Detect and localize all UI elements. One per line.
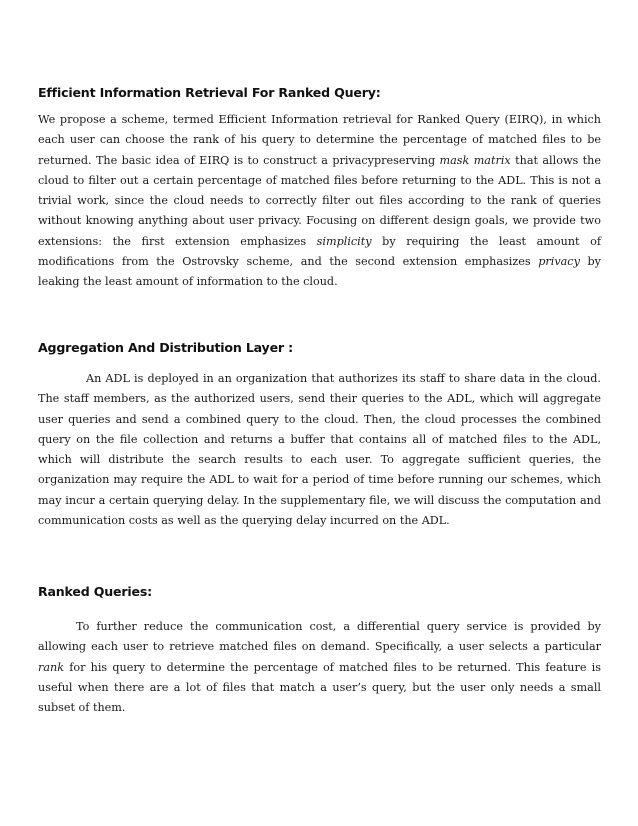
paragraph-text: for his query to determine the percentage of matched files to be returned. This feature is useful when there are a lot of files that match a user’s query, but the user only needs a small subset of them.: [38, 660, 601, 715]
emphasis-simplicity: simplicity: [316, 234, 372, 248]
paragraph-text: We propose a scheme, termed Efficient Information retrieval for Ranked Query (EIRQ), in which each user can choose the rank of his query to determine the percentage of matched files to be returned. The basic idea of EIRQ is to construct a privacypreserving: [38, 113, 601, 167]
section-heading-ranked-queries: Ranked Queries:: [38, 584, 152, 599]
emphasis-mask-matrix: mask matrix: [439, 153, 511, 167]
section-paragraph-adl: [38, 369, 601, 531]
section-paragraph-eirq: [38, 110, 601, 293]
paragraph-text: An ADL is deployed in an organization that authorizes its staff to share data in the cloud. The staff members, as the authorized users, send their queries to the ADL, which will aggregate user queries and send a combined query to the cloud. Then, the cloud processes the combined query on the file collection and returns a buffer that contains all of matched files to the ADL, which will distribute the search results to each user. To aggregate sufficient queries, the organization may require the ADL to wait for a period of time before running our schemes, which may incur a certain querying delay. In the supplementary file, we will discuss the computation and communication costs as well as the querying delay incurred on the ADL.: [38, 372, 601, 528]
paragraph-text: by requiring the least amount of modifications from the Ostrovsky scheme, and the second extension emphasizes: [38, 234, 601, 269]
section-heading-eirq: Efficient Information Retrieval For Ranked Query:: [38, 85, 381, 100]
section-heading-adl: Aggregation And Distribution Layer :: [38, 340, 293, 355]
paragraph-text: To further reduce the communication cost, a differential query service is provided by allowing each user to retrieve matched files on demand. Specifically, a user selects a particular: [38, 620, 601, 654]
emphasis-rank: rank: [38, 660, 65, 674]
emphasis-privacy: privacy: [538, 255, 580, 269]
paragraph-text: by leaking the least amount of information to the cloud.: [38, 255, 601, 289]
section-paragraph-ranked-queries: [38, 617, 601, 718]
paragraph-text: that allows the cloud to filter out a certain percentage of matched files before returning to the ADL. This is not a trivial work, since the cloud needs to correctly filter out files according to the rank of queries without knowing anything about user privacy. Focusing on different design goals, we provide two extensions: the first extension emphasizes: [38, 153, 601, 248]
